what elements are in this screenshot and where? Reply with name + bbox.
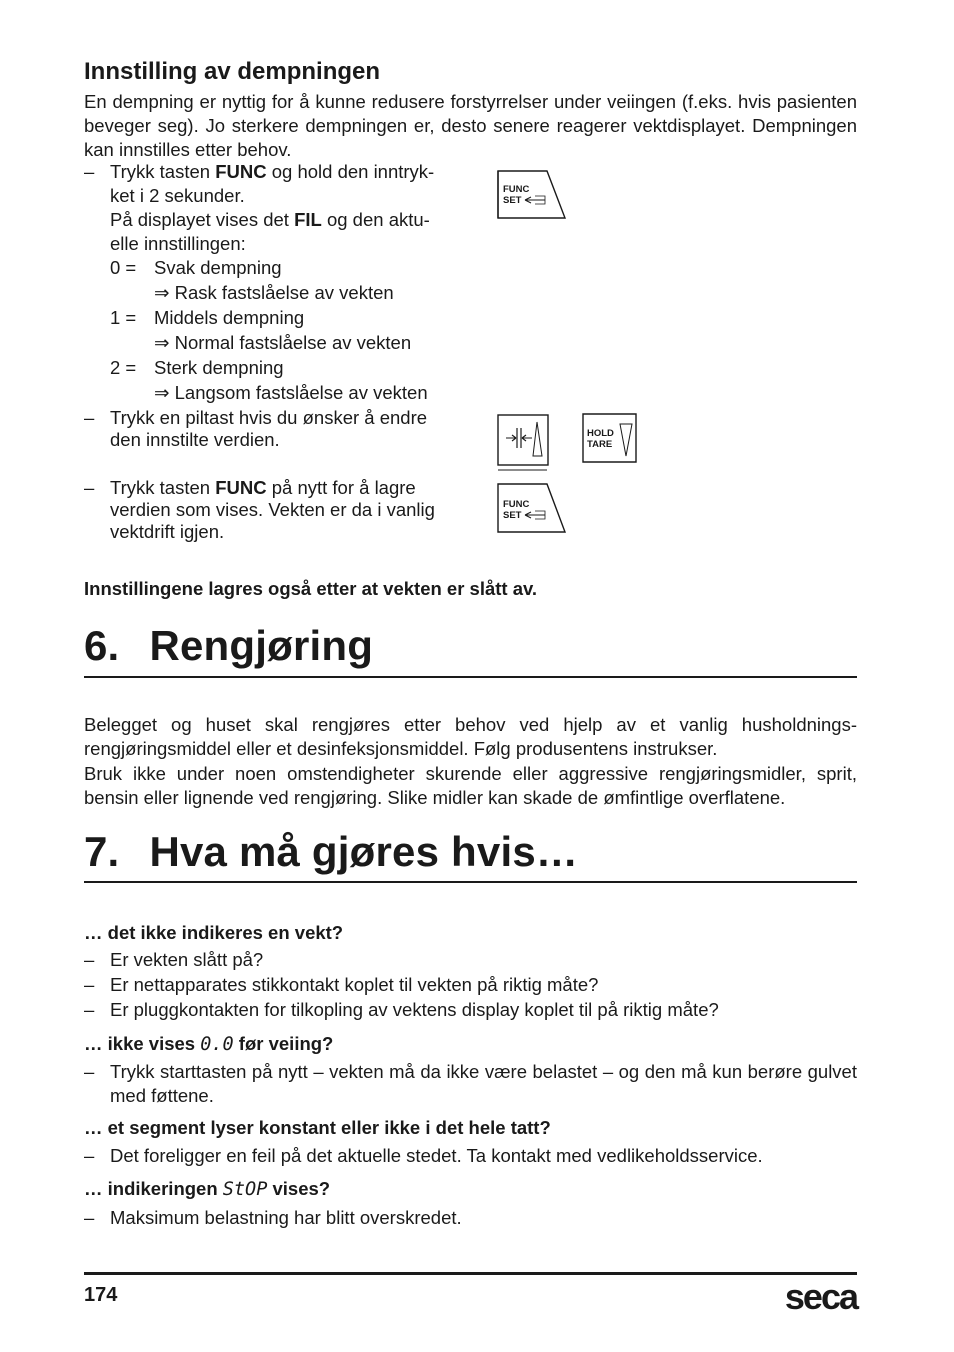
section-6-heading xyxy=(84,622,373,670)
fil-label: FIL xyxy=(294,209,322,230)
list-dash: – xyxy=(84,477,95,498)
step3-func-key: FUNC xyxy=(215,477,267,498)
list-dash: – xyxy=(84,1145,95,1166)
section-7-heading xyxy=(84,828,578,876)
step3-line2: verdien som vises. Vekten er da i vanlig xyxy=(110,499,435,520)
page-number: 174 xyxy=(84,1284,118,1306)
option-2-label: Sterk dempning xyxy=(154,357,284,378)
hold-tare-key-icon xyxy=(582,412,640,466)
section-6-para-1: Belegget og huset skal rengjøres etter behov ved hjelp av et vanlig husholdnings-rengjøringsmiddel eller et desinfeksjonsmiddel. Følg produsentens instrukser. xyxy=(84,714,857,759)
list-dash: – xyxy=(84,161,95,182)
arrow-key-icon xyxy=(497,414,553,472)
step1-line3: På displayet vises det xyxy=(110,209,295,230)
set-key-label: SET xyxy=(503,510,522,521)
section-7-title: Hva må gjøres hvis… xyxy=(149,828,579,875)
step2-line2: den innstilte verdien. xyxy=(110,429,280,450)
list-dash: – xyxy=(84,949,95,970)
option-1-result: ⇒ Normal fastslåelse av vekten xyxy=(154,332,412,353)
list-item: Er pluggkontakten for tilkopling av vektens display koplet til på riktig måte? xyxy=(110,999,719,1020)
step1-line3-end: og den aktu- xyxy=(321,209,430,230)
question-2-text: … ikke vises xyxy=(84,1033,201,1054)
step1-line4: elle innstillingen: xyxy=(110,233,246,254)
option-number: 0 = xyxy=(110,257,137,278)
func-set-key-icon-2 xyxy=(497,482,569,536)
func-key-label: FUNC xyxy=(503,184,530,195)
section-7-number: 7. xyxy=(84,828,120,875)
step2-line1: Trykk en piltast hvis du ønsker å endre xyxy=(110,407,428,428)
list-dash: – xyxy=(84,1061,95,1082)
section-7-rule xyxy=(84,881,857,883)
question-3-list xyxy=(84,1144,857,1169)
section-6-para-2: Bruk ikke under noen omstendigheter skurende eller aggressive rengjøringsmidler, sprit, bensin eller lignende ved rengjøring. Slike midler kan skade de ømfintlige overflatene. xyxy=(84,763,857,808)
question-2-list xyxy=(84,1060,857,1108)
option-0 xyxy=(110,256,136,280)
damping-heading: Innstilling av dempningen xyxy=(84,58,381,85)
func-set-key-icon xyxy=(497,168,569,222)
option-2-result: ⇒ Langsom fastslåelse av vekten xyxy=(154,382,428,403)
list-dash: – xyxy=(84,999,95,1020)
option-0-result: ⇒ Rask fastslåelse av vekten xyxy=(154,282,394,303)
option-2 xyxy=(110,356,136,380)
list-dash: – xyxy=(84,1207,95,1228)
question-1: … det ikke indikeres en vekt? xyxy=(84,922,344,943)
set-key-label: SET xyxy=(503,195,522,206)
lcd-zero-reading: 0.0 xyxy=(200,1034,234,1055)
step1-func-key: FUNC xyxy=(215,161,267,182)
list-item: Det foreligger en feil på det aktuelle stedet. Ta kontakt med vedlikeholdsservice. xyxy=(110,1145,763,1166)
question-3: … et segment lyser konstant eller ikke i det hele tatt? xyxy=(84,1117,551,1138)
question-2 xyxy=(84,1033,333,1055)
question-4-list xyxy=(84,1206,857,1231)
damping-step-2 xyxy=(84,406,464,456)
option-0-label: Svak dempning xyxy=(154,257,282,278)
hold-key-label: HOLD xyxy=(587,428,614,439)
option-1 xyxy=(110,306,136,330)
lcd-stop-reading: StOP xyxy=(222,1179,268,1200)
section-6-rule xyxy=(84,676,857,678)
question-4-text-end: vises? xyxy=(267,1178,331,1199)
list-item: Maksimum belastning har blitt overskredet. xyxy=(110,1207,462,1228)
step3-line3: vektdrift igjen. xyxy=(110,521,225,542)
list-dash: – xyxy=(84,407,95,428)
section-6-title: Rengjøring xyxy=(149,622,374,669)
question-4-text: … indikeringen xyxy=(84,1178,223,1199)
list-item: Er nettapparates stikkontakt koplet til vekten på riktig måte? xyxy=(110,974,599,995)
damping-intro: En dempning er nyttig for å kunne redusere forstyrrelser under veiingen (f.eks. hvis pasienten beveger seg). Jo sterkere dempningen er, desto senere reagerer vektdisplayet. Dempningen kan innstilles etter behov. xyxy=(84,91,857,160)
list-item: Er vekten slått på? xyxy=(110,949,264,970)
list-item: Trykk starttasten på nytt – vekten må da ikke være belastet – og den må kun berøre gulvet med føttene. xyxy=(110,1061,857,1106)
footer-rule xyxy=(84,1272,857,1275)
seca-logo: seca xyxy=(784,1276,857,1317)
step3-text: Trykk tasten xyxy=(110,477,216,498)
tare-key-label: TARE xyxy=(587,439,613,450)
option-number: 2 = xyxy=(110,357,137,378)
damping-step-3 xyxy=(84,476,456,548)
question-4 xyxy=(84,1178,330,1200)
list-dash: – xyxy=(84,974,95,995)
step3-text-end: på nytt for å lagre xyxy=(266,477,416,498)
section-6-number: 6. xyxy=(84,622,120,669)
step1-text-end: og hold den inntryk- xyxy=(266,161,435,182)
damping-step-1 xyxy=(84,160,464,420)
step1-text: Trykk tasten xyxy=(110,161,216,182)
func-key-label: FUNC xyxy=(503,499,530,510)
damping-note: Innstillingene lagres også etter at vekten er slått av. xyxy=(84,578,538,599)
option-1-label: Middels dempning xyxy=(154,307,305,328)
question-2-text-end: før veiing? xyxy=(233,1033,334,1054)
option-number: 1 = xyxy=(110,307,137,328)
step1-line2: ket i 2 sekunder. xyxy=(110,185,245,206)
question-1-list xyxy=(84,948,857,1023)
